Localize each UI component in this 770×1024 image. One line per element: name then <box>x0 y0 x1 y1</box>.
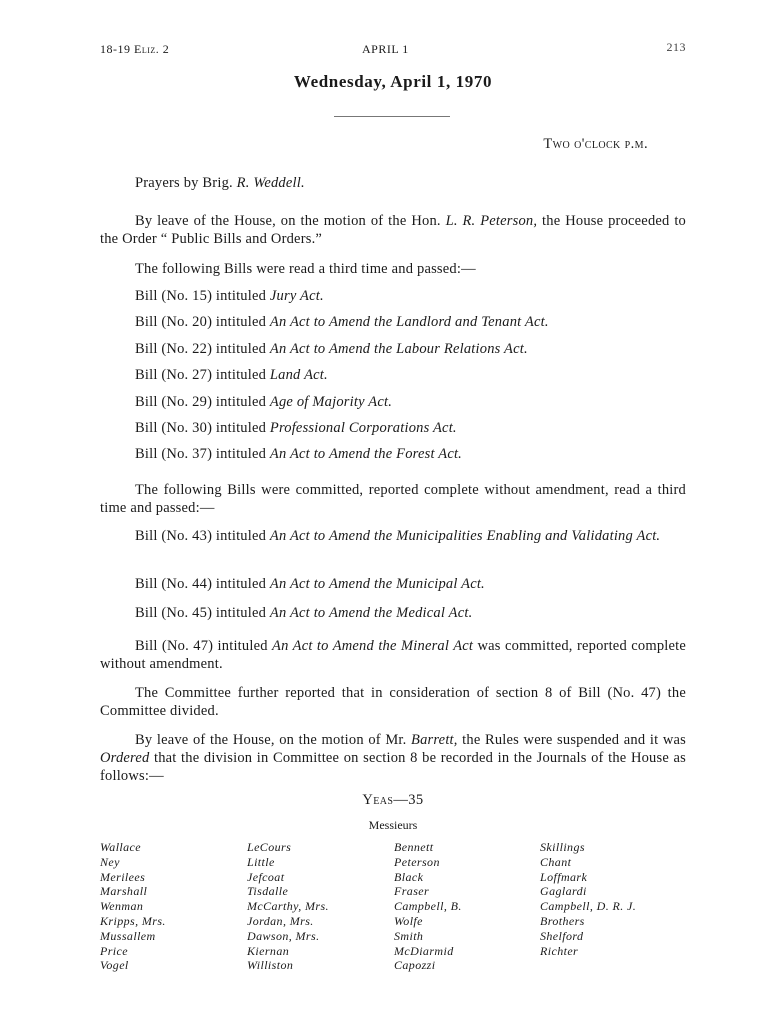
bill-title: An Act to Amend the Landlord and Tenant Act. <box>269 314 549 330</box>
member-name: Ney <box>100 854 120 869</box>
page-number: 213 <box>666 40 686 54</box>
title-divider <box>334 116 450 117</box>
committee-divided-paragraph: The Committee further reported that in consideration of section 8 of Bill (No. 47) the Committee divided. <box>100 685 686 719</box>
bill-line <box>135 313 549 331</box>
leave-text-1: By leave of the House, on the motion of the Hon. <box>135 213 446 229</box>
bill-title: An Act to Amend the Municipalities Enabling and Validating Act. <box>269 528 661 544</box>
member-name: Gaglardi <box>540 884 587 899</box>
member-name: Mussallem <box>100 928 156 943</box>
messieurs-label: Messieurs <box>368 818 418 832</box>
member-name: Peterson <box>394 854 440 869</box>
member-name: Jordan, Mrs. <box>247 913 314 928</box>
bill-suffix: was committed, reported complete without amendment. <box>100 638 686 672</box>
member-name: Wolfe <box>394 913 423 928</box>
member-name: Loffmark <box>540 869 588 884</box>
bill-line <box>135 419 457 437</box>
sitting-date-title: Wednesday, April 1, 1970 <box>293 72 493 91</box>
barrett-text-3: that the division in Committee on section 8 be recorded in the Journals of the House as follows:— <box>100 750 686 784</box>
leave-text-2: the House proceeded to the Order “ Public Bills and Orders.” <box>100 213 686 247</box>
member-name: Chant <box>540 854 572 869</box>
member-name: Fraser <box>394 884 430 899</box>
member-name: Bennett <box>394 840 434 854</box>
bill-prefix: Bill (No. 29) intituled <box>135 394 270 410</box>
sitting-time: Two o'clock p.m. <box>543 136 648 152</box>
member-name: McCarthy, Mrs. <box>247 899 329 914</box>
member-name: Brothers <box>540 913 585 928</box>
bill-line <box>135 366 328 384</box>
member-name: Smith <box>394 928 424 943</box>
bill-title: Age of Majority Act. <box>269 394 393 410</box>
member-name: Skillings <box>540 840 585 854</box>
prayers-text: Prayers by Brig. <box>135 175 237 191</box>
bill-prefix: Bill (No. 15) intituled <box>135 288 270 304</box>
barrett-name: Barrett, <box>411 732 458 748</box>
bill-43-paragraph <box>100 527 686 545</box>
bill-45-line <box>135 604 472 622</box>
bill-title: An Act to Amend the Municipal Act. <box>269 576 485 592</box>
member-name: Wenman <box>100 899 144 914</box>
bill-44-line <box>135 575 485 593</box>
prayers-name: R. Weddell. <box>236 175 305 191</box>
yeas-column-2 <box>247 840 329 973</box>
bill-prefix: Bill (No. 45) intituled <box>135 605 270 621</box>
yeas-column-4 <box>540 840 636 958</box>
member-name: LeCours <box>247 840 292 854</box>
committed-intro: The following Bills were committed, reported complete without amendment, read a third time and passed:— <box>100 482 686 516</box>
member-name: Little <box>247 854 275 869</box>
member-name: Price <box>100 943 128 958</box>
leave-member-name: L. R. Peterson, <box>445 213 538 229</box>
ordered-word: Ordered <box>100 750 150 766</box>
bill-title: Land Act. <box>269 367 328 383</box>
bill-title: Professional Corporations Act. <box>269 420 457 436</box>
regnal-year: 18-19 Eliz. 2 <box>100 42 170 56</box>
member-name: Kiernan <box>247 943 290 958</box>
bill-line <box>135 445 462 463</box>
member-name: Jefcoat <box>247 869 285 884</box>
bill-prefix: Bill (No. 22) intituled <box>135 341 270 357</box>
yeas-column-1 <box>100 840 166 973</box>
bill-title: An Act to Amend the Medical Act. <box>269 605 473 621</box>
bill-prefix: Bill (No. 44) intituled <box>135 576 270 592</box>
yeas-column-3 <box>394 840 462 973</box>
bill-prefix: Bill (No. 43) intituled <box>135 528 270 544</box>
bill-title: Jury Act. <box>269 288 324 304</box>
bill-title: An Act to Amend the Labour Relations Act. <box>269 341 528 357</box>
bill-line <box>135 393 392 411</box>
member-name: Marshall <box>100 884 148 899</box>
yeas-heading: Yeas—35 <box>362 792 424 808</box>
bill-line <box>135 287 324 305</box>
running-date: APRIL 1 <box>362 42 409 56</box>
bill-line <box>135 340 528 358</box>
bill-prefix: Bill (No. 27) intituled <box>135 367 270 383</box>
bill-prefix: Bill (No. 30) intituled <box>135 420 270 436</box>
member-name: Kripps, Mrs. <box>100 913 166 928</box>
member-name: Williston <box>247 958 294 973</box>
running-head <box>100 42 686 58</box>
member-name: Campbell, D. R. J. <box>540 899 637 914</box>
member-name: Merilees <box>100 869 146 884</box>
member-name: Capozzi <box>394 958 436 973</box>
member-name: Vogel <box>100 958 129 973</box>
bill-prefix: Bill (No. 37) intituled <box>135 446 270 462</box>
third-reading-intro: The following Bills were read a third time and passed:— <box>135 261 476 277</box>
member-name: Campbell, B. <box>394 899 462 914</box>
member-name: Tisdalle <box>247 884 289 899</box>
barrett-text-1: By leave of the House, on the motion of Mr. <box>135 732 412 748</box>
member-name: McDiarmid <box>394 943 454 958</box>
member-name: Wallace <box>100 840 142 854</box>
bill-title: An Act to Amend the Forest Act. <box>269 446 463 462</box>
prayers-paragraph <box>100 174 686 192</box>
bill-prefix: Bill (No. 20) intituled <box>135 314 270 330</box>
bill-prefix: Bill (No. 47) intituled <box>135 638 273 654</box>
leave-paragraph <box>100 212 686 248</box>
bill-47-paragraph <box>100 637 686 673</box>
member-name: Dawson, Mrs. <box>247 928 320 943</box>
bill-title: An Act to Amend the Mineral Act <box>272 638 474 654</box>
member-name: Black <box>394 869 424 884</box>
member-name: Richter <box>540 943 579 958</box>
rules-suspended-paragraph <box>100 731 686 785</box>
member-name: Shelford <box>540 928 584 943</box>
barrett-text-2: the Rules were suspended and it was <box>457 732 686 748</box>
